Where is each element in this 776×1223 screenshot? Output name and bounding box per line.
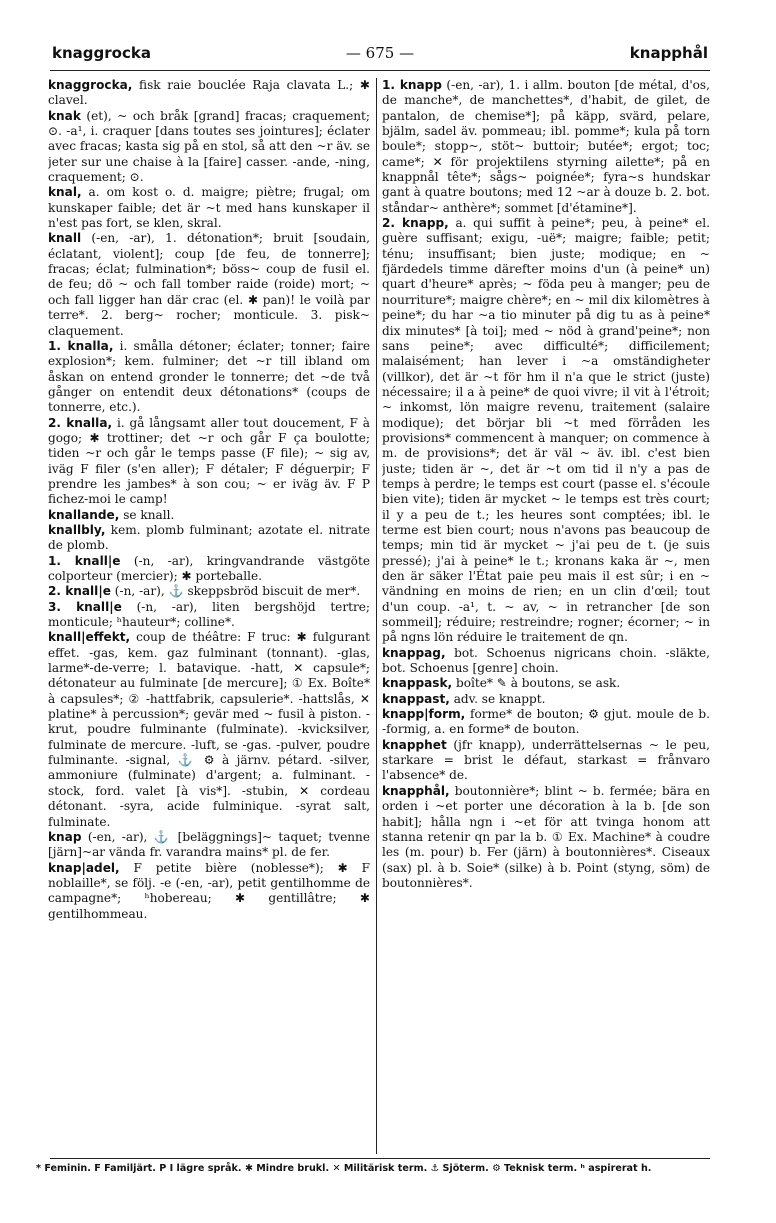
entry-definition: (-n, -ar), liten bergshöjd tertre; monticule; ʰhauteur*; colline*. [48, 599, 370, 630]
entry-headword: 2. knapp, [382, 216, 449, 231]
entry-headword: knall [48, 231, 82, 246]
entry-definition: adv. se knappt. [449, 691, 546, 706]
header-rule [50, 70, 710, 71]
dictionary-entry [48, 231, 370, 338]
column-divider [376, 78, 377, 1154]
dictionary-entry [382, 676, 710, 691]
entry-headword: knapphet [382, 737, 447, 752]
dictionary-entry [382, 692, 710, 707]
entry-definition: se knall. [119, 507, 175, 522]
entry-definition: i. gå långsamt aller tout doucement, F à gogo; ✱ trottiner; det ~r och går F ça boulotte; tiden ~r och går le temps passe (F file); ~ sig av, iväg F filer (s'en aller); F détaler; F déguerpir; F prendre les jambes* à son cou; ~ er iväg äv. F P fichez-moi le camp! [48, 415, 370, 507]
entry-headword: knap [48, 829, 82, 844]
dictionary-entry [48, 584, 370, 599]
entry-definition: (et), ~ och bråk [grand] fracas; craquement; ⊙. -a¹, i. craquer [dans toutes ses jointures]; éclater avec fracas; kasta sig på en stol, så att den ~r äv. se jeter sur une chaise à la [faire] casser. -ande, -ning, craquement; ⊙. [48, 108, 370, 185]
dictionary-entry [48, 600, 370, 631]
entry-definition: (-n, -ar), ⚓ skeppsbröd biscuit de mer*. [110, 584, 361, 599]
entry-headword: 3. knall|e [48, 599, 122, 614]
entry-headword: knaggrocka, [48, 78, 133, 92]
dictionary-entry [382, 216, 710, 646]
abbreviation-footnote: * Feminin. F Familjärt. P I lägre språk. ✱ Mindre brukl. ✕ Militärisk term. ⚓ Sjöterm. ⚙ Teknisk term. ʰ aspirerat h. [36, 1163, 652, 1174]
dictionary-entry [48, 508, 370, 523]
entry-definition: i. smålla détoner; éclater; tonner; faire explosion*; kem. fulminer; det ~r till ibland om åskan on entend gronder le tonnerre; det ~de två gånger on entendit deux détonations* (coups de tonnerre, etc.). [48, 338, 370, 415]
entry-definition: kem. plomb fulminant; azotate el. nitrate de plomb. [48, 522, 370, 553]
entry-headword: knapp|form, [382, 707, 466, 722]
entry-headword: knallande, [48, 507, 120, 522]
dictionary-entry [48, 416, 370, 508]
entry-definition: F petite bière (noblesse*); ✱ F noblaille*, se följ. -e (-en, -ar), petit gentilhomme de campagne*; ʰhobereau; ✱ gentillâtre; ✱ gentilhommeau. [48, 860, 370, 921]
dictionary-entry [382, 784, 710, 891]
entry-headword: knappask, [382, 676, 453, 691]
entry-headword: knak [48, 108, 81, 123]
entry-definition: forme* de bouton; ⚙ gjut. moule de b. -formig, a. en forme* de bouton. [382, 707, 710, 737]
entry-headword: knappast, [382, 691, 450, 706]
header-left-guideword: knaggrocka [52, 44, 151, 62]
entry-definition: a. qui suffit à peine*; peu, à peine* el. guère suffisant; exigu, -uë*; maigre; faible; petit; ténu; insuffisant; bien juste; modique; en ~ fjärdedels timme därefter moins d'un (à peine* un) quart d'heure* après; ~ föda peu à manger; peu de nourriture*; maigre chère*; en ~ mil dix kilomètres à peine*; du har ~a tio minuter på dig tu as à peine* dix minutes* [à toi]; med ~ nöd à grand'peine*; non sans peine*; avec difficulté*; difficilement; malaisément; han lever i ~a omständigheter (villkor), det är ~t för hm il n'a que le strict (juste) nécessaire; il a à peine* de quoi vivre; il vit à l'étroit; ~ inkomst, lön maigre revenu, traitement (salaire modique); det börjar bli ~t med förråden les provisions* commencent à manquer; on commence à m. de provisions*; det är väl ~ äv. ibl. c'est bien juste; tiden är ~, det är ~t om tid il n'y a pas de temps à perdre; le temps est court (passe el. s'écoule bien vite); tiden är mycket ~ le temps est très court; il y a peu de t.; les heures sont comptées; ibl. le terme est bien court; nous n'avons pas beaucoup de temps; min tid är mycket ~ j'ai peu de t. (je suis pressé); j'ai à peine* le t.; kronans kaka är ~, men den är säker l'État paie peu mais il est sûr; i en ~ vändning en moins de rien; en un clin d'œil; tout d'un coup. -a¹, t. ~ av, ~ in retrancher [de son sommeil]; réduire; restreindre; rogner; écorner; ~ in på ngns lön réduire le traitement de qn. [382, 216, 710, 645]
entry-definition: a. om kost o. d. maigre; piètre; frugal; om kunskaper faible; det är ~t med hans kunskaper il n'est pas fort, se klen, skral. [48, 185, 370, 231]
entry-definition: (-en, -ar), 1. détonation*; bruit [soudain, éclatant, violent]; coup [de feu, de tonnerre]; fracas; éclat; fulmination*; böss~ coup de fusil el. de feu; dö ~ och fall tomber raide (roide) mort; ~ och fall ligger han där crac (el. ✱ pan)! le voilà par terre*. 2. berg~ rocher; monticule. 3. pisk~ claquement. [48, 231, 370, 338]
dictionary-entry [382, 646, 710, 677]
page-number: — 675 — [345, 44, 415, 62]
entry-definition: bot. Schoenus nigricans choin. -släkte, bot. Schoenus [genre] choin. [382, 645, 710, 676]
dictionary-entry [48, 109, 370, 186]
entry-headword: 1. knall|e [48, 553, 121, 568]
entry-definition: (-en, -ar), 1. i allm. bouton [de métal, d'os, de manche*, de manchettes*, d'habit, de gilet, de pantalon, de chemise*]; på käpp, svärd, pelare, bjälm, sadel äv. pommeau; ibl. pomme*; kula på torn boule*; stopp~, stöt~ buttoir; butée*; ergot; toc; came*; ✕ för projektilens styrning ailette*; på en knappnål tête*; sågs~ poignée*; fyra~s hundskar gant à quatre boutons; med 12 ~ar à douze b. 2. bot. ståndar~ anthère*; sommet [d'étamine*]. [382, 78, 710, 215]
entry-headword: knallbly, [48, 522, 106, 537]
entry-definition: (-n, -ar), kringvandrande västgöte colporteur (mercier); ✱ porteballe. [48, 553, 370, 583]
entry-headword: 2. knall|e [48, 584, 111, 599]
dictionary-entry [48, 339, 370, 416]
entry-headword: 1. knapp [382, 78, 442, 92]
entry-definition: fisk raie bouclée Raja clavata L.; ✱ clavel. [48, 78, 370, 108]
entry-headword: knal, [48, 185, 82, 200]
dictionary-entry [382, 707, 710, 738]
entry-headword: knall|effekt, [48, 630, 131, 645]
dictionary-entry [48, 185, 370, 231]
dictionary-entry [48, 861, 370, 922]
dictionary-entry [48, 830, 370, 861]
entry-definition: boîte* ✎ à boutons, se ask. [452, 676, 621, 691]
entry-headword: 1. knalla, [48, 338, 114, 353]
left-column [48, 78, 370, 1156]
header-right-guideword: knapphål [629, 44, 708, 62]
page-header [52, 44, 708, 66]
dictionary-entry [48, 630, 370, 829]
entry-headword: 2. knalla, [48, 415, 113, 430]
entry-definition: boutonnière*; blint ~ b. fermée; bära en orden i ~et porter une décoration à la b. [de son habit]; hålla ngn i ~et för att tvinga honom att stanna retenir qn par la b. ① Ex. Machine* à coudre les (m. pour) b. Fer (järn) à boutonnières*. Ciseaux (sax) pl. à b. Soie* (silke) à b. Point (styng, söm) de boutonnières*. [382, 783, 710, 890]
dictionary-entry [382, 78, 710, 216]
entry-headword: knap|adel, [48, 860, 120, 875]
dictionary-entry [48, 523, 370, 554]
entry-headword: knapphål, [382, 783, 450, 798]
entry-headword: knappag, [382, 645, 446, 660]
dictionary-entry [48, 78, 370, 109]
right-column [382, 78, 710, 1156]
entry-definition: coup de théâtre: F truc: ✱ fulgurant effet. -gas, kem. gaz fulminant (tonnant). -glas, larme*-de-verre; l. batavique. -hatt, ✕ capsule*; détonateur au fulminate [de mercure]; ① Ex. Boîte* à capsules*; ② -hattfabrik, capsulerie*. -hattslås, ✕ platine* à percussion*; gevär med ~ fusil à piston. -krut, poudre fulminante (fulminate). -kvicksilver, fulminate de mercure. -luft, se -gas. -pulver, poudre fulminante. -signal, ⚓ ⚙ à järnv. pétard. -silver, ammoniure (fulminate) d'argent; a. fulminant. -stock, ford. valet [à vis*]. -stubin, ✕ cordeau détonant. -syra, acide fulminique. -syrat salt, fulminate. [48, 630, 370, 829]
entry-definition: (jfr knapp), underrättelsernas ~ le peu, starkare = brist le défaut, starkast = frånvaro l'absence* de. [382, 737, 710, 783]
dictionary-entry [48, 554, 370, 585]
entry-definition: (-en, -ar), ⚓ [beläggnings]~ taquet; tvenne [järn]~ar vända fr. varandra mains* pl. de fer. [48, 829, 370, 860]
footnote-rule [50, 1158, 710, 1159]
dictionary-entry [382, 738, 710, 784]
